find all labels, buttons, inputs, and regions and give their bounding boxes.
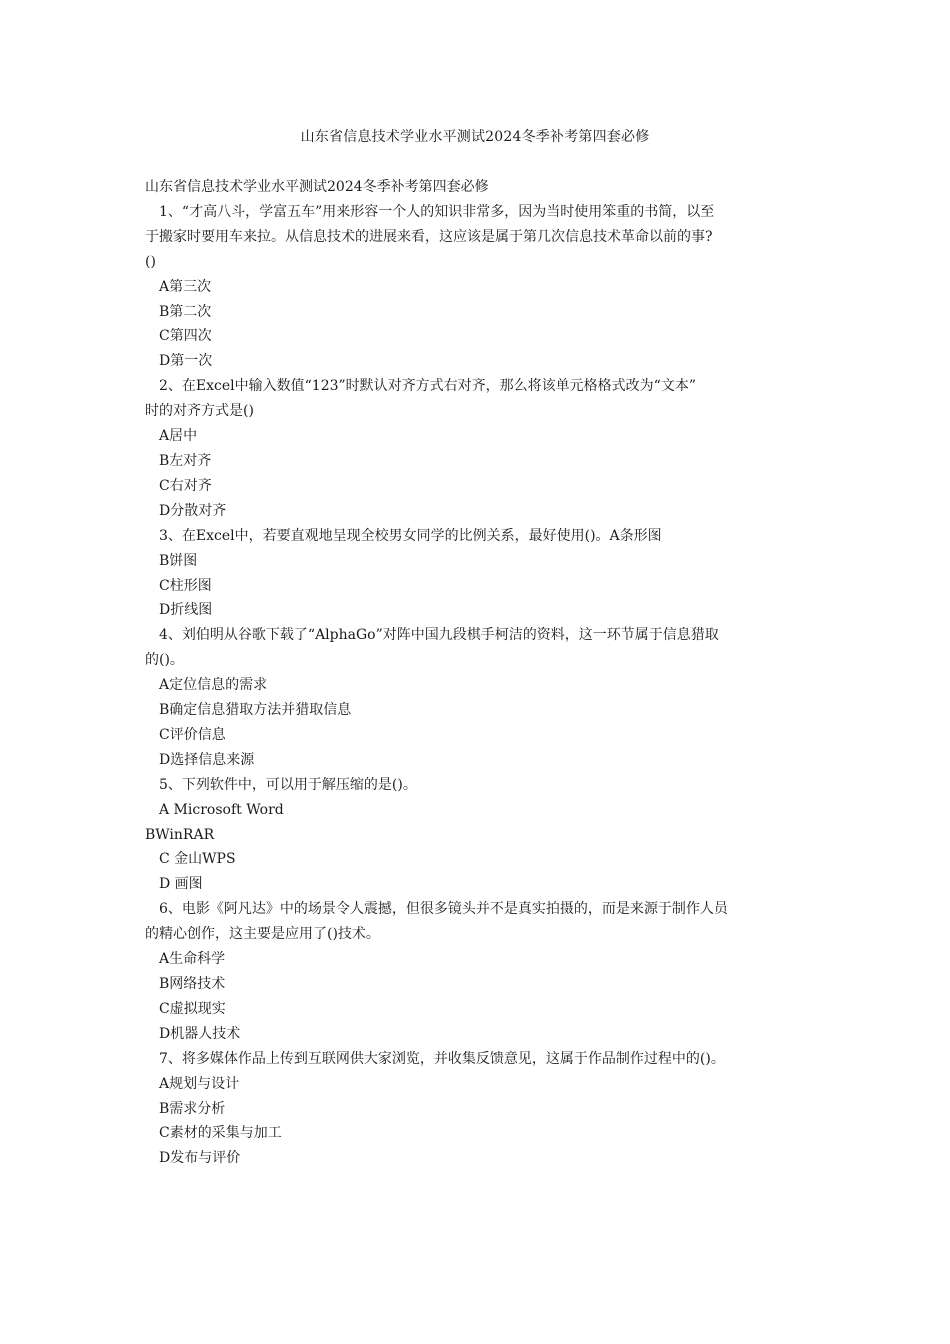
option-d: D机器人技术 bbox=[159, 1025, 241, 1042]
question-6 bbox=[145, 897, 820, 1046]
question-text: 4、刘伯明从谷歌下载了“AlphaGo”对阵中国九段棋手柯洁的资料，这一环节属于信息猎取 bbox=[159, 627, 719, 644]
question-text: () bbox=[145, 253, 156, 270]
option-d: D发布与评价 bbox=[159, 1150, 241, 1167]
option-d: D选择信息来源 bbox=[159, 751, 255, 768]
question-text: 时的对齐方式是() bbox=[145, 403, 254, 420]
document-title: 山东省信息技术学业水平测试2024冬季补考第四套必修 bbox=[300, 129, 650, 145]
option-d: D 画图 bbox=[159, 876, 203, 893]
question-text: 的精心创作，这主要是应用了()技术。 bbox=[145, 926, 380, 943]
question-text: 的()。 bbox=[145, 652, 184, 669]
option-b: B左对齐 bbox=[159, 452, 212, 469]
question-text: 6、电影《阿凡达》中的场景令人震撼，但很多镜头并不是真实拍摄的，而是来源于制作人员 bbox=[159, 901, 728, 918]
option-a: A Microsoft Word bbox=[159, 801, 284, 818]
question-text: 5、下列软件中，可以用于解压缩的是()。 bbox=[159, 776, 417, 793]
option-a: A定位信息的需求 bbox=[159, 677, 268, 694]
option-b: B网络技术 bbox=[159, 976, 226, 992]
option-a: A生命科学 bbox=[159, 951, 226, 968]
option-c: C柱形图 bbox=[159, 577, 212, 594]
option-b: BWinRAR bbox=[145, 826, 215, 843]
option-d: D折线图 bbox=[159, 602, 213, 619]
option-c: C 金山WPS bbox=[159, 851, 236, 868]
document-body bbox=[145, 175, 820, 1171]
option-c: C第四次 bbox=[159, 328, 212, 345]
question-text: 3、在Excel中，若要直观地呈现全校男女同学的比例关系，最好使用()。A条形图 bbox=[159, 527, 662, 544]
option-c: C评价信息 bbox=[159, 726, 226, 743]
question-5 bbox=[145, 773, 820, 898]
option-a: A第三次 bbox=[159, 278, 212, 295]
option-b: B确定信息猎取方法并猎取信息 bbox=[159, 702, 352, 719]
question-1 bbox=[145, 200, 820, 374]
option-b: B饼图 bbox=[159, 552, 198, 569]
option-d: D分散对齐 bbox=[159, 502, 227, 519]
option-b: B需求分析 bbox=[159, 1100, 226, 1117]
option-d: D第一次 bbox=[159, 353, 213, 370]
question-3 bbox=[145, 524, 820, 624]
question-7 bbox=[145, 1047, 820, 1172]
document-subtitle: 山东省信息技术学业水平测试2024冬季补考第四套必修 bbox=[145, 179, 489, 195]
question-text: 7、将多媒体作品上传到互联网供大家浏览，并收集反馈意见，这属于作品制作过程中的()。 bbox=[159, 1050, 725, 1067]
option-c: C虚拟现实 bbox=[159, 1000, 226, 1017]
question-text: 2、在Excel中输入数值“123”时默认对齐方式右对齐，那么将该单元格格式改为“文本” bbox=[159, 378, 696, 395]
option-a: A规划与设计 bbox=[159, 1075, 240, 1092]
option-c: C右对齐 bbox=[159, 477, 212, 494]
question-2 bbox=[145, 374, 820, 523]
question-text: 于搬家时要用车来拉。从信息技术的进展来看，这应该是属于第几次信息技术革命以前的事? bbox=[145, 228, 713, 245]
option-a: A居中 bbox=[159, 428, 198, 445]
question-text: 1、“才高八斗，学富五车”用来形容一个人的知识非常多，因为当时使用笨重的书简，以至 bbox=[159, 203, 715, 220]
option-b: B第二次 bbox=[159, 303, 212, 320]
option-c: C素材的采集与加工 bbox=[159, 1125, 282, 1142]
question-4 bbox=[145, 623, 820, 772]
